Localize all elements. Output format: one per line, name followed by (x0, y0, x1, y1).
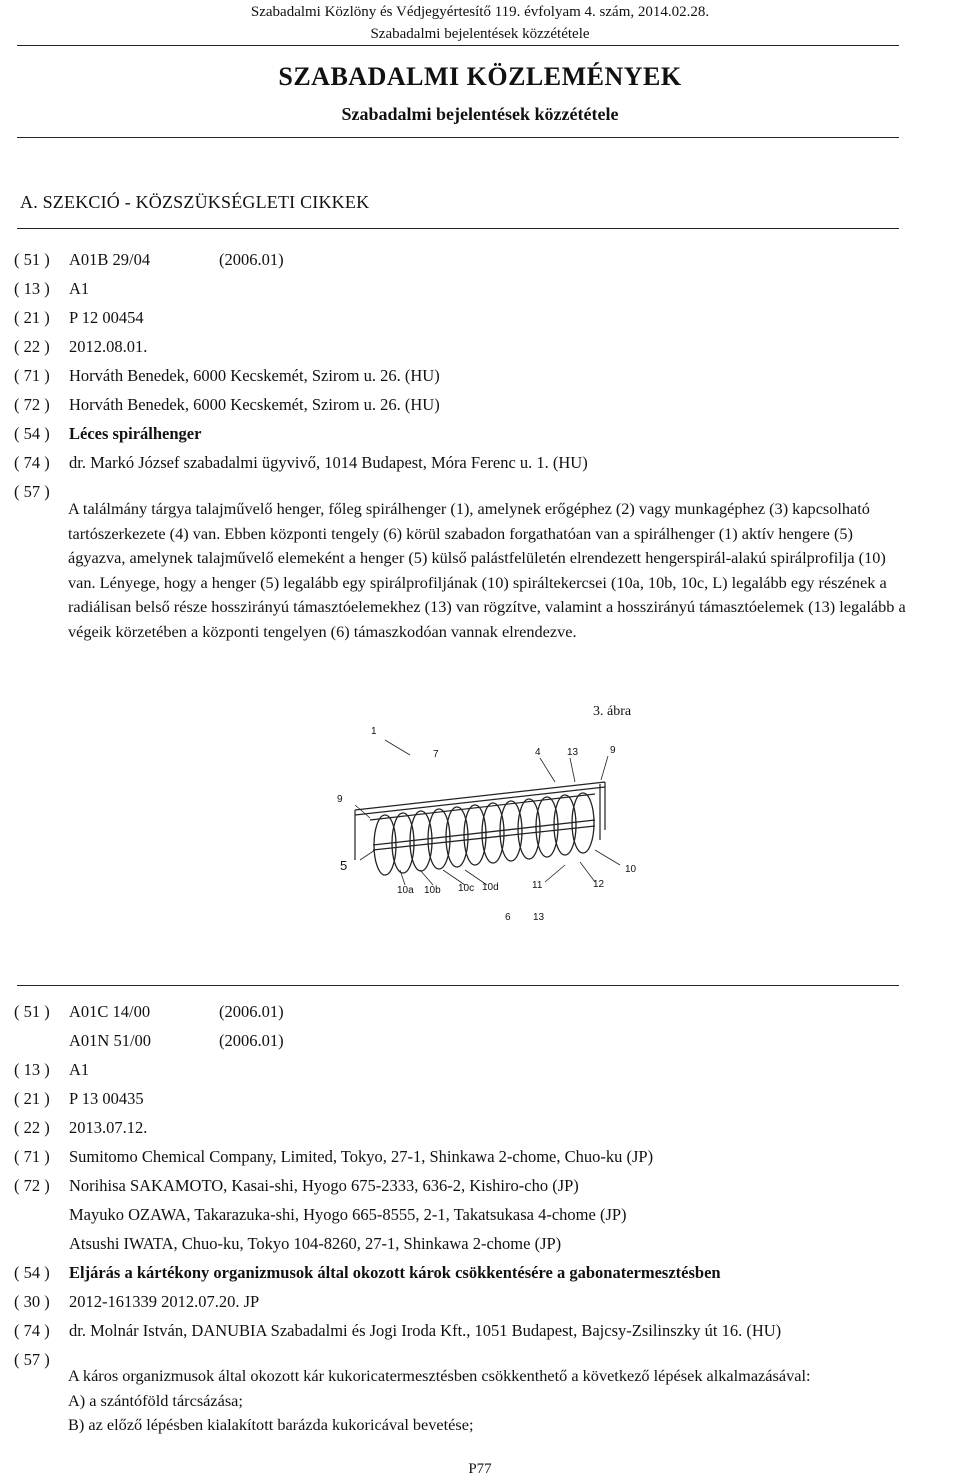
figure-caption: 3. ábra (593, 704, 632, 719)
abstract (68, 497, 910, 644)
page-subtitle: Szabadalmi bejelentések közzététele (341, 104, 619, 124)
ipc-class: A01N 51/00 (69, 1031, 152, 1050)
label-9-left: 9 (337, 794, 343, 805)
field-code: ( 13 ) (14, 279, 50, 298)
label-9-top: 9 (610, 745, 616, 756)
label-10c: 10c (458, 883, 475, 894)
invention-title: Léces spirálhenger (69, 424, 202, 443)
label-13-bottom: 13 (533, 912, 545, 923)
running-header-journal: Szabadalmi Közlöny és Védjegyértesítő 119. évfolyam 4. szám, 2014.02.28. (250, 4, 710, 20)
label-11: 11 (532, 880, 543, 891)
running-header-section: Szabadalmi bejelentések közzététele (370, 26, 590, 42)
field-code: ( 57 ) (14, 482, 50, 501)
application-number: P 12 00454 (69, 308, 144, 327)
field-code: ( 22 ) (14, 337, 50, 356)
label-6: 6 (505, 912, 511, 923)
abstract-text: A találmány tárgya talajművelő henger, főleg spirálhenger (1), amelynek erőgéphez (2) vagy munkagéphez (3) kapcsolható tartószerkezete (4) van. Ebben központi tengely (6) körül szabadon forgathatóan van a spirálhenger (1) aktív hengere (5) ágyazva, amelynek talajművelő elemeként a henger (5) külső palástfelületén elrendezett hengerspirál-alakú spirálprofilja (10) van. Lényege, hogy a henger (5) legalább egy spirálprofiljának (10) spiráltekercsei (10a, 10b, 10c, L) legalább egy részének a radiálisan belső része hosszirányú támasztóelemekhez (13) van rögzítve, valamint a hosszirányú támasztóelemek (13) legalább a végeik körzetében a központi tengelyen (6) támaszkodóan vannak elrendezve. (68, 499, 906, 641)
field-code: ( 30 ) (14, 1292, 50, 1311)
field-code: ( 71 ) (14, 366, 50, 385)
page-number: P77 (468, 1461, 492, 1477)
priority: 2012-161339 2012.07.20. JP (69, 1292, 260, 1311)
agent: dr. Molnár István, DANUBIA Szabadalmi és Jogi Iroda Kft., 1051 Budapest, Bajcsy-Zsilinszky út 16. (HU) (69, 1321, 782, 1340)
spiral-coils (373, 793, 595, 875)
title-rule (17, 137, 899, 138)
field-code: ( 22 ) (14, 1118, 50, 1137)
label-4: 4 (535, 747, 541, 758)
filing-date: 2012.08.01. (69, 337, 148, 356)
abstract (68, 1364, 910, 1438)
inventor: Atsushi IWATA, Chuo-ku, Tokyo 104-8260, 27-1, Shinkawa 2-chome (JP) (69, 1234, 562, 1253)
field-code: ( 74 ) (14, 1321, 50, 1340)
field-code: ( 21 ) (14, 308, 50, 327)
field-code: ( 57 ) (14, 1350, 50, 1369)
field-code: ( 72 ) (14, 395, 50, 414)
filing-date: 2013.07.12. (69, 1118, 148, 1137)
field-code: ( 51 ) (14, 1002, 50, 1021)
entry-separator-rule (17, 985, 899, 986)
label-10d: 10d (482, 882, 499, 893)
inventor: Mayuko OZAWA, Takarazuka-shi, Hyogo 665-8555, 2-1, Takatsukasa 4-chome (JP) (69, 1205, 627, 1224)
ipc-date: (2006.01) (219, 1002, 284, 1021)
abstract-line: A) a szántóföld tárcsázása; (68, 1390, 243, 1410)
field-code: ( 54 ) (14, 1263, 50, 1282)
inventor: Horváth Benedek, 6000 Kecskemét, Szirom u. 26. (HU) (69, 395, 440, 414)
field-code: ( 72 ) (14, 1176, 50, 1195)
label-10b: 10b (424, 885, 441, 896)
agent: dr. Markó József szabadalmi ügyvivő, 1014 Budapest, Móra Ferenc u. 1. (HU) (69, 453, 588, 472)
label-10: 10 (625, 864, 637, 875)
field-code: ( 74 ) (14, 453, 50, 472)
section-rule (17, 228, 899, 229)
applicant: Sumitomo Chemical Company, Limited, Tokyo, 27-1, Shinkawa 2-chome, Chuo-ku (JP) (69, 1147, 654, 1166)
field-code: ( 21 ) (14, 1089, 50, 1108)
field-code: ( 13 ) (14, 1060, 50, 1079)
applicant: Horváth Benedek, 6000 Kecskemét, Szirom u. 26. (HU) (69, 366, 440, 385)
kind-code: A1 (69, 279, 90, 298)
label-7: 7 (433, 749, 439, 760)
abstract-line: B) az előző lépésben kialakított barázda kukoricával bevetése; (68, 1415, 474, 1434)
label-10a: 10a (397, 885, 414, 896)
invention-title: Eljárás a kártékony organizmusok által okozott károk csökkentésére a gabonatermesztésben (69, 1263, 721, 1282)
ipc-date: (2006.01) (219, 1031, 284, 1050)
kind-code: A1 (69, 1060, 90, 1079)
section-heading: A. SZEKCIÓ - KÖZSZÜKSÉGLETI CIKKEK (20, 192, 370, 212)
label-1: 1 (371, 726, 377, 737)
label-12: 12 (593, 879, 605, 890)
application-number: P 13 00435 (69, 1089, 144, 1108)
ipc-date: (2006.01) (219, 250, 284, 269)
inventor: Norihisa SAKAMOTO, Kasai-shi, Hyogo 675-2333, 636-2, Kishiro-cho (JP) (69, 1176, 579, 1195)
spiral-roller-drawing (325, 700, 645, 930)
abstract-line: A káros organizmusok által okozott kár kukoricatermesztésben csökkenthető a következő lépések alkalmazásával: (68, 1366, 811, 1385)
field-code: ( 51 ) (14, 250, 50, 269)
field-code: ( 54 ) (14, 424, 50, 443)
field-code: ( 71 ) (14, 1147, 50, 1166)
page-title: SZABADALMI KÖZLEMÉNYEK (278, 62, 682, 91)
header-rule (17, 45, 899, 46)
label-13: 13 (567, 747, 579, 758)
ipc-class: A01C 14/00 (69, 1002, 151, 1021)
ipc-class: A01B 29/04 (69, 250, 151, 269)
label-5: 5 (340, 858, 348, 873)
